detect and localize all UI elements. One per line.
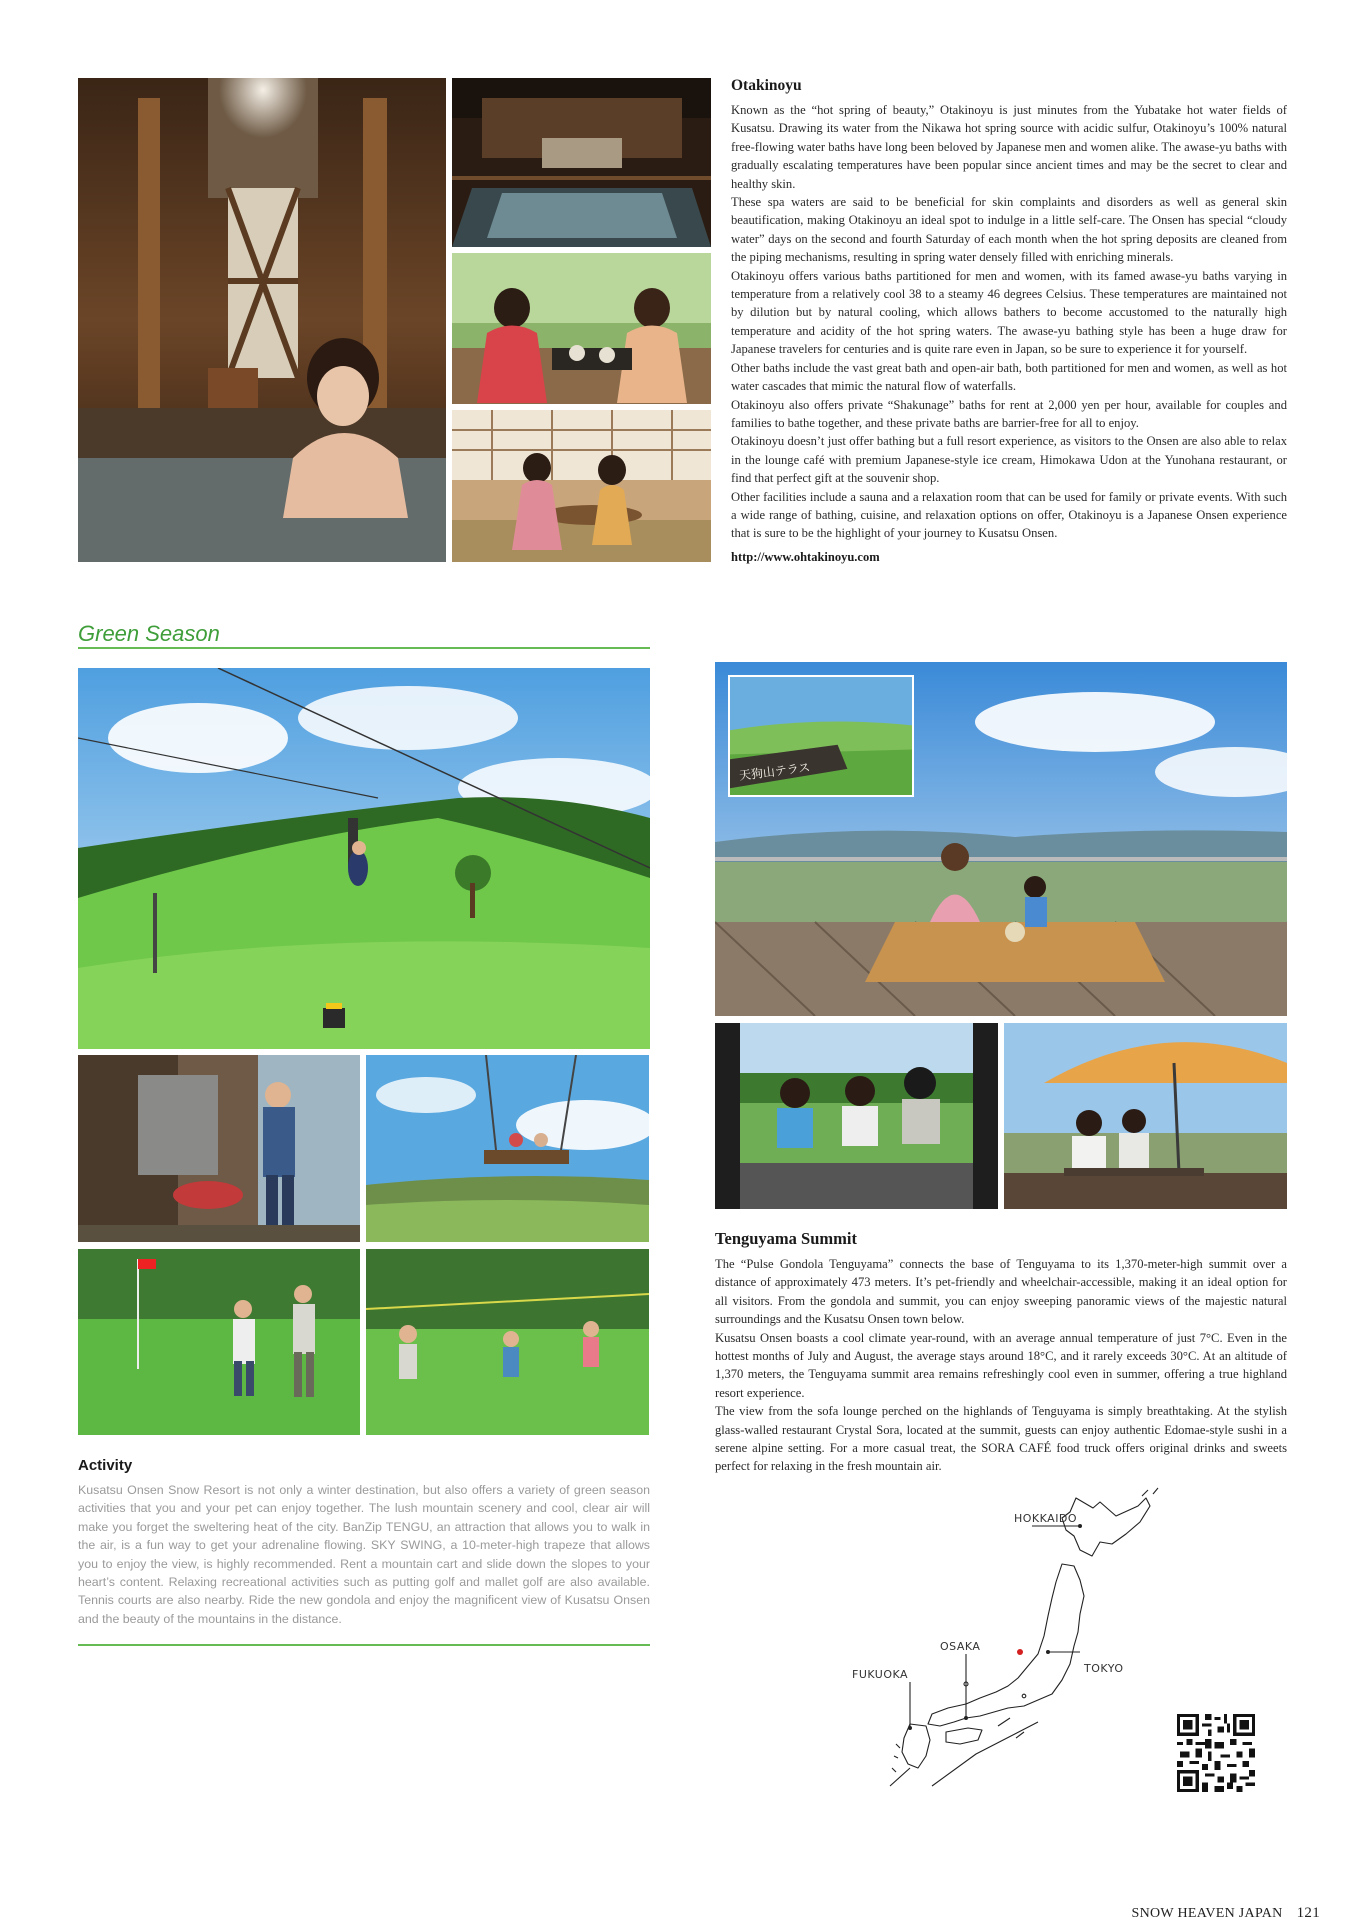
photo-mallet-golf: [366, 1249, 649, 1435]
japan-map: [848, 1486, 1188, 1796]
otakinoyu-paragraph: Known as the “hot spring of beauty,” Otakinoyu is just minutes from the Yubatake hot water fields of Kusatsu. Drawing its water from the Nikawa hot spring source with acidic sulfur, Otakinoyu’s 100% natural free-flowing water baths have long been beloved by Japanese men and women alike. The awase-yu baths with gradually escalating temperatures have been popular since ancient times and may be the secret to clear and healthy skin.: [731, 103, 1287, 191]
map-label-fukuoka: FUKUOKA: [852, 1668, 909, 1681]
activity-body: Kusatsu Onsen Snow Resort is not only a winter destination, but also offers a variety of green season activities that you and your pet can enjoy together. The lush mountain scenery and cool, clear air will make you forget the sweltering heat of the city. BanZip TENGU, an attraction that allows you to walk in the air, is a fun way to get your adrenaline flowing. SKY SWING, a 10-meter-high trapeze that allows you to enjoy the view, is highly recommended. Rent a mountain cart and slide down the slopes to your heart’s content. Relaxing recreational activities such as putting golf and mallet golf are also available. Tennis courts are also nearby. Ride the new gondola and enjoy the magnificent view of Kusatsu Onsen and the beauty of the mountains in the distance.: [78, 1483, 650, 1626]
photo-tenguyama-sign-inset: [728, 675, 914, 797]
photo-otakinoyu-bath-woman: [78, 78, 446, 562]
kusatsu-marker: [1017, 1649, 1023, 1655]
photo-putting-golf: [78, 1249, 360, 1435]
map-shikoku-outline: [946, 1728, 982, 1744]
photo-cafe-umbrella: [1004, 1023, 1287, 1209]
photo-sky-swing: [366, 1055, 649, 1242]
photo-otakinoyu-lounge: [452, 410, 711, 562]
otakinoyu-paragraph: Otakinoyu doesn’t just offer bathing but a full resort experience, as visitors to the Onsen are also able to relax in the lounge café with premium Japanese-style ice cream, Himokawa Udon at the Yunohana restaurant, or find that perfect gift at the souvenir shop.: [731, 434, 1287, 486]
photo-gondola-kids: [715, 1023, 998, 1209]
otakinoyu-paragraph: Otakinoyu also offers private “Shakunage” baths for rent at 2,000 yen per hour, available for couples and families to bathe together, and these private baths are barrier-free for all to enjoy.: [731, 397, 1287, 430]
otakinoyu-paragraph: Otakinoyu offers various baths partitioned for men and women, with its famed awase-yu baths varying in temperature from a relatively cool 38 to a steamy 46 degrees Celsius. These temperatures are maintained not by dilution but by natural cooling, which allows bathers to become accustomed to the naturally high temperature and acidity of the hot spring waters. The awase-yu bathing style has been a huge draw for Japanese travelers for centuries and is quite rare even in Japan, so be sure to experience it for yourself.: [731, 268, 1287, 357]
tenguyama-body: [715, 1255, 1287, 1476]
otakinoyu-paragraph: Other baths include the vast great bath and open-air bath, both partitioned for men and women, as well as hot water cascades that mimic the natural flow of waterfalls.: [731, 360, 1287, 394]
green-season-rule: [78, 647, 650, 649]
otakinoyu-paragraph: Other facilities include a sauna and a relaxation room that can be used for family or private events. With such a wide range of bathing, cuisine, and relaxation options on offer, Otakinoyu is a Japanese Onsen experience that is sure to be the highlight of your journey to Kusatsu Onsen.: [731, 489, 1287, 541]
photo-zipline: [78, 668, 650, 1049]
tenguyama-paragraph: The view from the sofa lounge perched on the highlands of Tenguyama is simply breathtaking. At the stylish glass-walled restaurant Crystal Sora, located at the summit, guests can enjoy authentic Edomae-style sushi in a serene alpine setting. For a more casual treat, the SORA CAFÉ food truck offers original drinks and sweets perfect for relaxing in the fresh mountain air.: [715, 1404, 1287, 1474]
otakinoyu-paragraph: These spa waters are said to be beneficial for skin complaints and disorders as well as general skin beautification, making Otakinoyu an ideal spot to indulge in a little self-care. The Onsen has special “cloudy water” days on the second and fourth Saturday of each month when the hot spring deposits are cleaned from the piping mechanisms, resulting in spring water densely filled with enriching minerals.: [731, 195, 1287, 265]
photo-otakinoyu-dining: [452, 253, 711, 404]
map-hokkaido-outline: [1062, 1498, 1150, 1556]
qr-code[interactable]: [1177, 1714, 1255, 1792]
map-label-hokkaido: HOKKAIDO: [1014, 1512, 1078, 1525]
activity-title: Activity: [78, 1457, 133, 1474]
magazine-name: SNOW HEAVEN JAPAN: [1131, 1906, 1283, 1920]
map-kyushu-outline: [902, 1724, 930, 1768]
activity-bottom-rule: [78, 1644, 650, 1646]
otakinoyu-title: Otakinoyu: [731, 77, 802, 94]
tenguyama-title: Tenguyama Summit: [715, 1229, 857, 1248]
otakinoyu-body: [731, 101, 1287, 543]
tenguyama-sign-text: 天狗山テラス: [738, 760, 812, 783]
page-footer: [1132, 1905, 1321, 1920]
page-number: 121: [1296, 1905, 1320, 1920]
map-label-tokyo: TOKYO: [1084, 1662, 1124, 1675]
otakinoyu-url[interactable]: http://www.ohtakinoyu.com: [731, 550, 880, 564]
map-label-osaka: OSAKA: [940, 1640, 981, 1653]
photo-banzip-harness: [78, 1055, 360, 1242]
photo-otakinoyu-indoor-bath: [452, 78, 711, 247]
tenguyama-paragraph: Kusatsu Onsen boasts a cool climate year-round, with an average annual temperature of just 7°C. Even in the hottest months of July and August, the average stays around 18°C, and it rarely exceeds 30°C. At an altitude of 1,370 meters, the Tenguyama summit area remains refreshingly cool even in summer, offering a true highland resort experience.: [715, 1330, 1287, 1400]
tenguyama-paragraph: The “Pulse Gondola Tenguyama” connects the base of Tenguyama to its 1,370-meter-high summit over a distance of approximately 473 meters. It’s pet-friendly and wheelchair-accessible, making it an ideal option for all visitors. From the gondola and summit, you can enjoy sweeping panoramic views of the majestic natural surroundings and the Kusatsu Onsen town below.: [715, 1257, 1287, 1327]
green-season-heading: Green Season: [78, 621, 220, 646]
